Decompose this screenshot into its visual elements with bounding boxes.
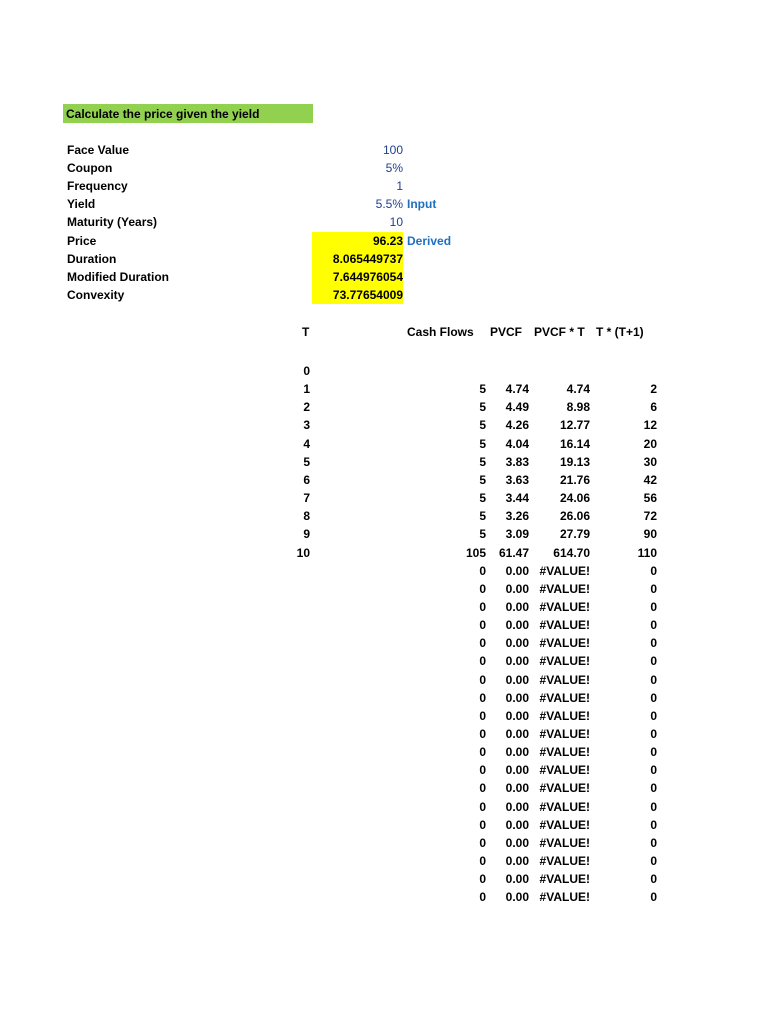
cell-pvcf[interactable]: 0.00 bbox=[505, 691, 529, 705]
param-label-yield: Yield bbox=[67, 197, 96, 211]
cell-cash-flow[interactable]: 0 bbox=[479, 763, 486, 777]
cell-pvcf-t[interactable]: #VALUE! bbox=[539, 564, 590, 578]
cell-t[interactable] bbox=[288, 761, 310, 779]
cell-t[interactable] bbox=[288, 798, 310, 816]
param-label-price: Price bbox=[67, 234, 97, 248]
cell-pvcf[interactable]: 0.00 bbox=[505, 709, 529, 723]
cell-t-t-plus-1[interactable]: 0 bbox=[650, 890, 657, 904]
cell-cash-flow[interactable]: 0 bbox=[479, 618, 486, 632]
param-value-convexity[interactable]: 73.77654009 bbox=[312, 286, 403, 304]
cell-cash-flow[interactable]: 105 bbox=[465, 546, 486, 560]
cell-pvcf-t[interactable]: #VALUE! bbox=[539, 618, 590, 632]
cell-cash-flow[interactable]: 0 bbox=[479, 709, 486, 723]
cell-cash-flow[interactable]: 5 bbox=[479, 437, 486, 451]
cell-cash-flow[interactable]: 0 bbox=[479, 890, 486, 904]
cell-cash-flow[interactable]: 0 bbox=[479, 800, 486, 814]
cell-pvcf-t[interactable]: 4.74 bbox=[566, 382, 590, 396]
cell-t-t-plus-1[interactable]: 0 bbox=[650, 818, 657, 832]
cell-t-t-plus-1[interactable]: 12 bbox=[643, 418, 657, 432]
param-label-face-value: Face Value bbox=[67, 143, 130, 157]
cell-t-t-plus-1[interactable]: 0 bbox=[650, 781, 657, 795]
cell-t[interactable]: 2 bbox=[303, 400, 310, 414]
header-pvcf-t: PVCF * T bbox=[534, 325, 585, 339]
cell-pvcf[interactable]: 0.00 bbox=[505, 818, 529, 832]
param-value-price[interactable]: 96.23 bbox=[312, 232, 403, 250]
cell-pvcf-t[interactable]: 21.76 bbox=[559, 473, 590, 487]
cell-pvcf[interactable]: 4.04 bbox=[505, 437, 529, 451]
sheet-title: Calculate the price given the yield bbox=[66, 107, 260, 121]
cell-cash-flow[interactable]: 0 bbox=[479, 600, 486, 614]
cell-t[interactable] bbox=[288, 634, 310, 652]
cell-t[interactable] bbox=[288, 671, 310, 689]
cell-t-t-plus-1[interactable]: 6 bbox=[650, 400, 657, 414]
cell-t-t-plus-1[interactable]: 0 bbox=[650, 745, 657, 759]
cell-pvcf-t[interactable]: 8.98 bbox=[566, 400, 590, 414]
param-label-duration: Duration bbox=[67, 252, 117, 266]
cell-cash-flow[interactable]: 5 bbox=[479, 473, 486, 487]
cell-t-t-plus-1[interactable]: 0 bbox=[650, 582, 657, 596]
cell-pvcf-t[interactable]: #VALUE! bbox=[539, 636, 590, 650]
cell-pvcf[interactable]: 0.00 bbox=[505, 600, 529, 614]
cell-pvcf[interactable]: 0.00 bbox=[505, 582, 529, 596]
cell-t[interactable] bbox=[288, 725, 310, 743]
cell-pvcf[interactable]: 0.00 bbox=[505, 673, 529, 687]
cell-pvcf[interactable]: 4.49 bbox=[505, 400, 529, 414]
cell-t-t-plus-1[interactable]: 0 bbox=[650, 800, 657, 814]
cell-t[interactable] bbox=[288, 743, 310, 761]
cell-pvcf-t[interactable] bbox=[532, 362, 590, 380]
cell-pvcf-t[interactable]: 12.77 bbox=[559, 418, 590, 432]
cell-t-t-plus-1[interactable]: 42 bbox=[643, 473, 657, 487]
cell-t-t-plus-1[interactable]: 110 bbox=[637, 546, 657, 560]
cell-cash-flow[interactable]: 0 bbox=[479, 818, 486, 832]
cell-t[interactable] bbox=[288, 616, 310, 634]
cell-t-t-plus-1[interactable]: 0 bbox=[650, 564, 657, 578]
cell-pvcf-t[interactable]: #VALUE! bbox=[539, 854, 590, 868]
cell-t[interactable] bbox=[288, 652, 310, 670]
cell-t-t-plus-1[interactable]: 0 bbox=[650, 854, 657, 868]
cell-t[interactable]: 1 bbox=[303, 382, 310, 396]
cell-cash-flow[interactable]: 0 bbox=[479, 727, 486, 741]
cell-pvcf-t[interactable]: 27.79 bbox=[559, 527, 590, 541]
cell-t[interactable] bbox=[288, 598, 310, 616]
param-label-modified-duration: Modified Duration bbox=[67, 270, 169, 284]
cell-cash-flow[interactable]: 0 bbox=[479, 636, 486, 650]
cell-pvcf-t[interactable]: 19.13 bbox=[559, 455, 590, 469]
cell-pvcf-t[interactable]: 614.70 bbox=[553, 546, 590, 560]
cell-pvcf[interactable]: 0.00 bbox=[505, 872, 529, 886]
cell-t[interactable] bbox=[288, 834, 310, 852]
cell-pvcf-t[interactable]: 24.06 bbox=[559, 491, 590, 505]
cell-pvcf-t[interactable]: #VALUE! bbox=[539, 800, 590, 814]
cell-cash-flow[interactable]: 5 bbox=[479, 400, 486, 414]
cell-cash-flow[interactable]: 0 bbox=[479, 836, 486, 850]
param-value-face-value[interactable]: 100 bbox=[382, 143, 403, 157]
param-value-duration[interactable]: 8.065449737 bbox=[312, 250, 403, 268]
cell-pvcf[interactable]: 61.47 bbox=[498, 546, 529, 560]
cell-pvcf[interactable]: 3.44 bbox=[505, 491, 529, 505]
cell-pvcf[interactable]: 0.00 bbox=[505, 618, 529, 632]
cell-pvcf[interactable]: 0.00 bbox=[505, 800, 529, 814]
cell-pvcf[interactable]: 4.26 bbox=[505, 418, 529, 432]
cell-t-t-plus-1[interactable]: 0 bbox=[650, 636, 657, 650]
cell-cash-flow[interactable]: 5 bbox=[479, 455, 486, 469]
cell-cash-flow[interactable]: 0 bbox=[479, 854, 486, 868]
cell-cash-flow[interactable]: 5 bbox=[479, 491, 486, 505]
cell-cash-flow[interactable]: 5 bbox=[479, 509, 486, 523]
cell-t[interactable] bbox=[288, 689, 310, 707]
cell-cash-flow[interactable]: 5 bbox=[479, 382, 486, 396]
cell-cash-flow[interactable]: 0 bbox=[479, 691, 486, 705]
cell-t-t-plus-1[interactable]: 0 bbox=[650, 836, 657, 850]
cell-t[interactable]: 0 bbox=[303, 364, 310, 378]
cell-t[interactable] bbox=[288, 707, 310, 725]
cell-cash-flow[interactable]: 5 bbox=[479, 527, 486, 541]
param-label-maturity: Maturity (Years) bbox=[67, 215, 158, 229]
cell-t[interactable] bbox=[288, 888, 310, 906]
cell-pvcf[interactable]: 0.00 bbox=[505, 636, 529, 650]
cell-pvcf-t[interactable]: #VALUE! bbox=[539, 836, 590, 850]
cell-t[interactable] bbox=[288, 852, 310, 870]
cell-pvcf-t[interactable]: #VALUE! bbox=[539, 727, 590, 741]
cell-t-t-plus-1[interactable]: 0 bbox=[650, 673, 657, 687]
cell-pvcf[interactable]: 3.83 bbox=[505, 455, 529, 469]
cell-t-t-plus-1[interactable]: 0 bbox=[650, 763, 657, 777]
cell-cash-flow[interactable]: 0 bbox=[479, 673, 486, 687]
cell-t[interactable] bbox=[288, 816, 310, 834]
cell-t-t-plus-1[interactable]: 0 bbox=[650, 709, 657, 723]
input-note: Input bbox=[407, 197, 437, 211]
cell-t-t-plus-1[interactable]: 30 bbox=[643, 455, 657, 469]
cell-pvcf[interactable]: 0.00 bbox=[505, 745, 529, 759]
cell-t-t-plus-1[interactable]: 0 bbox=[650, 872, 657, 886]
cell-pvcf[interactable]: 0.00 bbox=[505, 763, 529, 777]
header-cash-flows: Cash Flows bbox=[407, 325, 474, 339]
cell-t-t-plus-1[interactable]: 0 bbox=[650, 618, 657, 632]
cell-cash-flow[interactable]: 0 bbox=[479, 781, 486, 795]
cell-pvcf-t[interactable]: #VALUE! bbox=[539, 582, 590, 596]
cell-pvcf-t[interactable]: 16.14 bbox=[559, 437, 590, 451]
param-value-frequency[interactable]: 1 bbox=[396, 179, 403, 193]
cell-cash-flow[interactable]: 5 bbox=[479, 418, 486, 432]
cell-pvcf-t[interactable]: #VALUE! bbox=[539, 781, 590, 795]
cell-t[interactable]: 7 bbox=[303, 491, 310, 505]
cell-pvcf-t[interactable]: #VALUE! bbox=[539, 872, 590, 886]
cell-pvcf-t[interactable]: #VALUE! bbox=[539, 763, 590, 777]
cell-pvcf-t[interactable]: #VALUE! bbox=[539, 709, 590, 723]
cell-pvcf[interactable]: 3.09 bbox=[505, 527, 529, 541]
param-value-yield[interactable]: 5.5% bbox=[375, 197, 403, 211]
cell-cash-flow[interactable]: 0 bbox=[479, 654, 486, 668]
cell-pvcf[interactable]: 0.00 bbox=[505, 654, 529, 668]
cell-pvcf-t[interactable]: #VALUE! bbox=[539, 745, 590, 759]
param-value-maturity[interactable]: 10 bbox=[389, 215, 403, 229]
header-t: T bbox=[302, 325, 310, 339]
cell-cash-flow[interactable] bbox=[420, 362, 486, 380]
cell-t[interactable]: 8 bbox=[303, 509, 310, 523]
cell-t[interactable] bbox=[288, 580, 310, 598]
header-pvcf: PVCF bbox=[490, 325, 523, 339]
cell-t[interactable] bbox=[288, 870, 310, 888]
param-label-convexity: Convexity bbox=[67, 288, 125, 302]
cell-t[interactable] bbox=[288, 779, 310, 797]
cell-t-t-plus-1[interactable]: 0 bbox=[650, 654, 657, 668]
cell-pvcf[interactable]: 3.63 bbox=[505, 473, 529, 487]
cell-pvcf[interactable]: 4.74 bbox=[505, 382, 529, 396]
cell-pvcf-t[interactable]: #VALUE! bbox=[539, 890, 590, 904]
cell-pvcf[interactable]: 0.00 bbox=[505, 836, 529, 850]
cell-cash-flow[interactable]: 0 bbox=[479, 745, 486, 759]
cell-pvcf-t[interactable]: #VALUE! bbox=[539, 673, 590, 687]
cell-pvcf[interactable]: 0.00 bbox=[505, 781, 529, 795]
cell-t[interactable]: 9 bbox=[303, 527, 310, 541]
param-label-coupon: Coupon bbox=[67, 161, 113, 175]
cell-t[interactable] bbox=[288, 562, 310, 580]
cell-t-t-plus-1[interactable]: 2 bbox=[650, 382, 657, 396]
cell-pvcf-t[interactable]: #VALUE! bbox=[539, 600, 590, 614]
param-label-frequency: Frequency bbox=[67, 179, 128, 193]
param-value-modified-duration[interactable]: 7.644976054 bbox=[312, 268, 403, 286]
cell-t[interactable]: 3 bbox=[303, 418, 310, 432]
cell-t[interactable]: 6 bbox=[303, 473, 310, 487]
cell-pvcf-t[interactable]: 26.06 bbox=[559, 509, 590, 523]
cell-t[interactable]: 5 bbox=[303, 455, 310, 469]
cell-t-t-plus-1[interactable]: 0 bbox=[650, 691, 657, 705]
cell-cash-flow[interactable]: 0 bbox=[479, 582, 486, 596]
cell-pvcf[interactable]: 0.00 bbox=[505, 727, 529, 741]
cell-t-t-plus-1[interactable]: 20 bbox=[643, 437, 657, 451]
cell-t-t-plus-1[interactable]: 0 bbox=[650, 600, 657, 614]
param-value-coupon[interactable]: 5% bbox=[385, 161, 403, 175]
cell-cash-flow[interactable]: 0 bbox=[479, 872, 486, 886]
cell-pvcf-t[interactable]: #VALUE! bbox=[539, 818, 590, 832]
cell-t-t-plus-1[interactable]: 72 bbox=[643, 509, 657, 523]
cell-pvcf-t[interactable]: #VALUE! bbox=[539, 691, 590, 705]
cell-pvcf[interactable] bbox=[490, 362, 529, 380]
cell-pvcf[interactable]: 3.26 bbox=[505, 509, 529, 523]
cell-pvcf[interactable]: 0.00 bbox=[505, 890, 529, 904]
cell-pvcf[interactable]: 0.00 bbox=[505, 854, 529, 868]
cell-t-t-plus-1[interactable]: 0 bbox=[650, 727, 657, 741]
derived-note: Derived bbox=[407, 234, 452, 248]
cell-t[interactable]: 4 bbox=[303, 437, 310, 451]
cell-t-t-plus-1[interactable] bbox=[610, 362, 657, 380]
cell-cash-flow[interactable]: 0 bbox=[479, 564, 486, 578]
cell-t-t-plus-1[interactable]: 56 bbox=[643, 491, 657, 505]
cell-pvcf-t[interactable]: #VALUE! bbox=[539, 654, 590, 668]
cell-pvcf[interactable]: 0.00 bbox=[505, 564, 529, 578]
header-t-t-plus-1: T * (T+1) bbox=[596, 325, 644, 339]
cell-t-t-plus-1[interactable]: 90 bbox=[643, 527, 657, 541]
cell-t[interactable]: 10 bbox=[296, 546, 310, 560]
